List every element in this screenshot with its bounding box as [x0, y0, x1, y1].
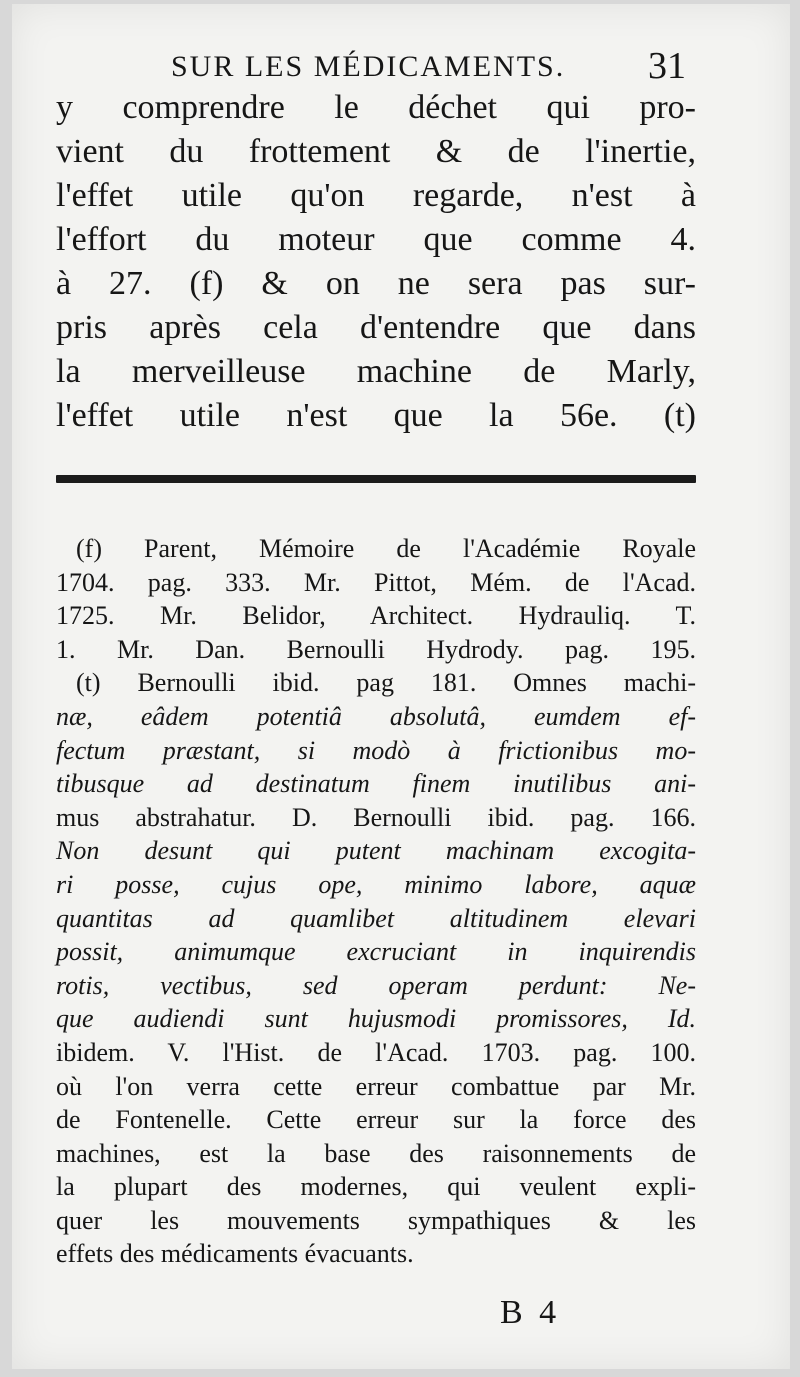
footnote-line: que audiendi sunt hujusmodi promissores, Id.: [56, 1004, 696, 1034]
footnote-line: effets des médicaments évacuants.: [56, 1239, 414, 1269]
footnote-line: mus abstrahatur. D. Bernoulli ibid. pag. 166.: [56, 802, 696, 832]
main-text-line: y comprendre le déchet qui pro-: [56, 89, 696, 126]
footnote-line: fectum præstant, si modò à frictionibus mo-: [56, 735, 696, 765]
main-text-line: l'effet utile qu'on regarde, n'est à: [56, 177, 696, 214]
footnote-divider: [56, 475, 696, 483]
footnote-line: ibidem. V. l'Hist. de l'Acad. 1703. pag. 100.: [56, 1037, 696, 1067]
footnote-line: (f) Parent, Mémoire de l'Académie Royale: [76, 534, 696, 563]
footnote-line: (t) Bernoulli ibid. pag 181. Omnes machi-: [76, 668, 696, 698]
page-number: 31: [648, 45, 686, 87]
book-page: [12, 4, 790, 1369]
footnote-line: 1. Mr. Dan. Bernoulli Hydrody. pag. 195.: [56, 634, 696, 664]
main-text: [56, 86, 696, 438]
footnote-line: tibusque ad destinatum finem inutilibus ani-: [56, 769, 696, 799]
footnote-line: rotis, vectibus, sed operam perdunt: Ne-: [56, 970, 696, 1000]
footnote-line: næ, eâdem potentiâ absolutâ, eumdem ef-: [56, 701, 696, 731]
footnote-line: machines, est la base des raisonnements de: [56, 1138, 696, 1168]
footnote-line: ri posse, cujus ope, minimo labore, aquæ: [56, 869, 696, 899]
main-text-line: la merveilleuse machine de Marly,: [56, 353, 696, 390]
footnote-line: de Fontenelle. Cette erreur sur la force des: [56, 1105, 696, 1135]
footnote-line: 1704. pag. 333. Mr. Pittot, Mém. de l'Acad.: [56, 567, 696, 597]
footnote-line: 1725. Mr. Belidor, Architect. Hydrauliq. T.: [56, 601, 696, 631]
running-title: SUR LES MÉDICAMENTS.: [171, 50, 566, 83]
main-text-line: pris après cela d'entendre que dans: [56, 309, 696, 346]
footnote-line: où l'on verra cette erreur combattue par Mr.: [56, 1071, 696, 1101]
footnote-line: la plupart des modernes, qui veulent expli-: [56, 1172, 696, 1202]
footnotes: [56, 532, 696, 1271]
footnote-line: Non desunt qui putent machinam excogita-: [56, 836, 696, 866]
main-text-line: à 27. (f) & on ne sera pas sur-: [56, 265, 696, 302]
footnote-line: quantitas ad quamlibet altitudinem elevari: [56, 903, 696, 933]
signature-mark: B 4: [500, 1294, 561, 1331]
main-text-line: vient du frottement & de l'inertie,: [56, 133, 696, 170]
footnote-line: quer les mouvements sympathiques & les: [56, 1205, 696, 1235]
main-text-line: l'effet utile n'est que la 56e. (t): [56, 397, 696, 434]
main-text-line: l'effort du moteur que comme 4.: [56, 221, 696, 258]
footnote-line: possit, animumque excruciant in inquirendis: [56, 937, 696, 967]
